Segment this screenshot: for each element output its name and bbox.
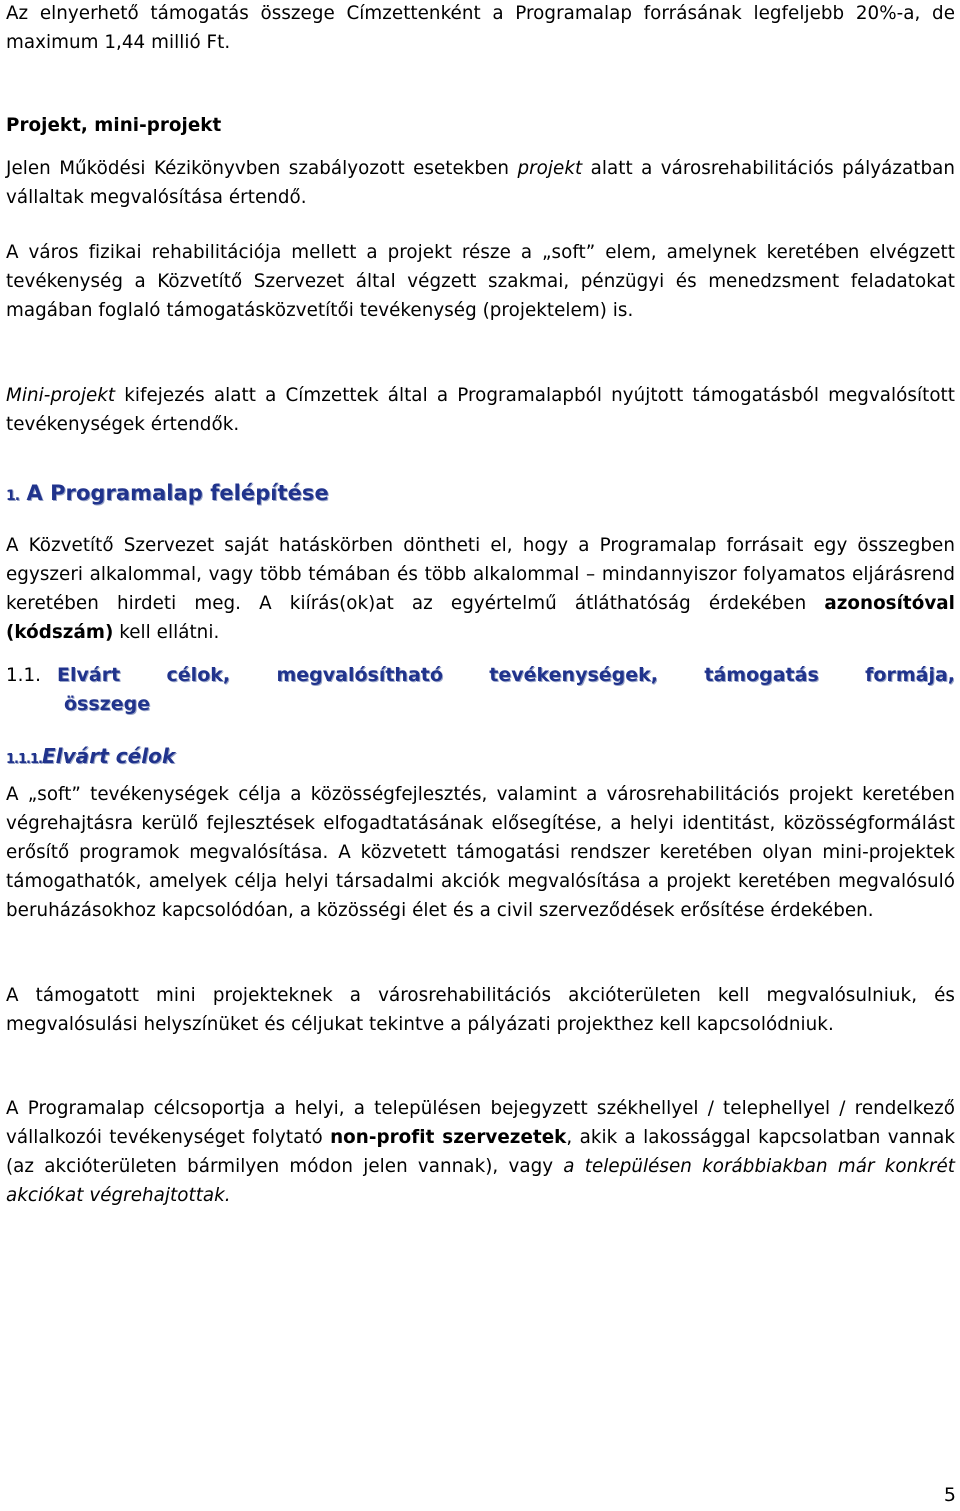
paragraph-soft-element: A város fizikai rehabilitációja mellett a projekt része a „soft” elem, amelynek keretében elvégzett tevékenység a Közvetítő Szervezet által végzett szakmai, pénzügyi és menedzsment feladatokat magában foglaló támogatásközvetítői tevékenység (projektelem) is.	[6, 242, 955, 321]
section-heading-1-1-1: 1.1.1.Elvárt célok	[6, 744, 176, 768]
paragraph-soft-goals: A „soft” tevékenységek célja a közösségfejlesztés, valamint a városrehabilitációs projekt keretében végrehajtásra kerülő fejlesztések elfogadtatásának elősegítése, a helyi identitást, közösségformálást erősítő programok megvalósítása. A közvetett támogatási rendszer keretében olyan mini-projektek támogathatók, amelyek célja helyi társadalmi akciók megvalósítása a projekt keretében megvalósuló beruházásokhoz kapcsolódóan, a közösségi élet és a civil szerveződések erősítése érdekében.	[6, 784, 955, 921]
paragraph-support-amount: Az elnyerhető támogatás összege Címzettenként a Programalap forrásának legfeljebb 20%-a, de maximum 1,44 millió Ft.	[6, 3, 955, 53]
paragraph-projekt-definition: Jelen Működési Kézikönyvben szabályozott esetekben projekt alatt a városrehabilitációs pályázatban vállaltak megvalósítása értendő.	[6, 158, 955, 208]
paragraph-mini-projects-location: A támogatott mini projekteknek a városrehabilitációs akcióterületen kell megvalósulniuk, és megvalósulási helyszínüket és céljukat tekintve a pályázati projekthez kell kapcsolódniuk.	[6, 985, 955, 1035]
paragraph-target-group: A Programalap célcsoportja a helyi, a településen bejegyzett székhellyel / telephellyel / rendelkező vállalkozói tevékenységet folytató non-profit szervezetek, akik a lakossággal kapcsolatban vannak (az akcióterületen bármilyen módon jelen vannak), vagy a településen korábbiakban már konkrét akciókat végrehajtottak.	[6, 1098, 955, 1206]
paragraph-mini-projekt: Mini-projekt kifejezés alatt a Címzettek által a Programalapból nyújtott támogatásból megvalósított tevékenységek értendők.	[6, 385, 955, 435]
page-number: 5	[943, 1484, 956, 1506]
section-heading-1: 1. A Programalap felépítése	[6, 481, 329, 505]
heading-projekt: Projekt, mini-projekt	[6, 115, 222, 136]
paragraph-programalap-structure: A Közvetítő Szervezet saját hatáskörben döntheti el, hogy a Programalap forrásait egy összegben egyszeri alkalommal, vagy több témában és több alkalommal – mindannyiszor folyamatos eljárásrend keretében hirdeti meg. A kiírás(ok)at az egyértelmű átláthatóság érdekében azonosítóval (kódszám) kell ellátni.	[6, 535, 955, 643]
